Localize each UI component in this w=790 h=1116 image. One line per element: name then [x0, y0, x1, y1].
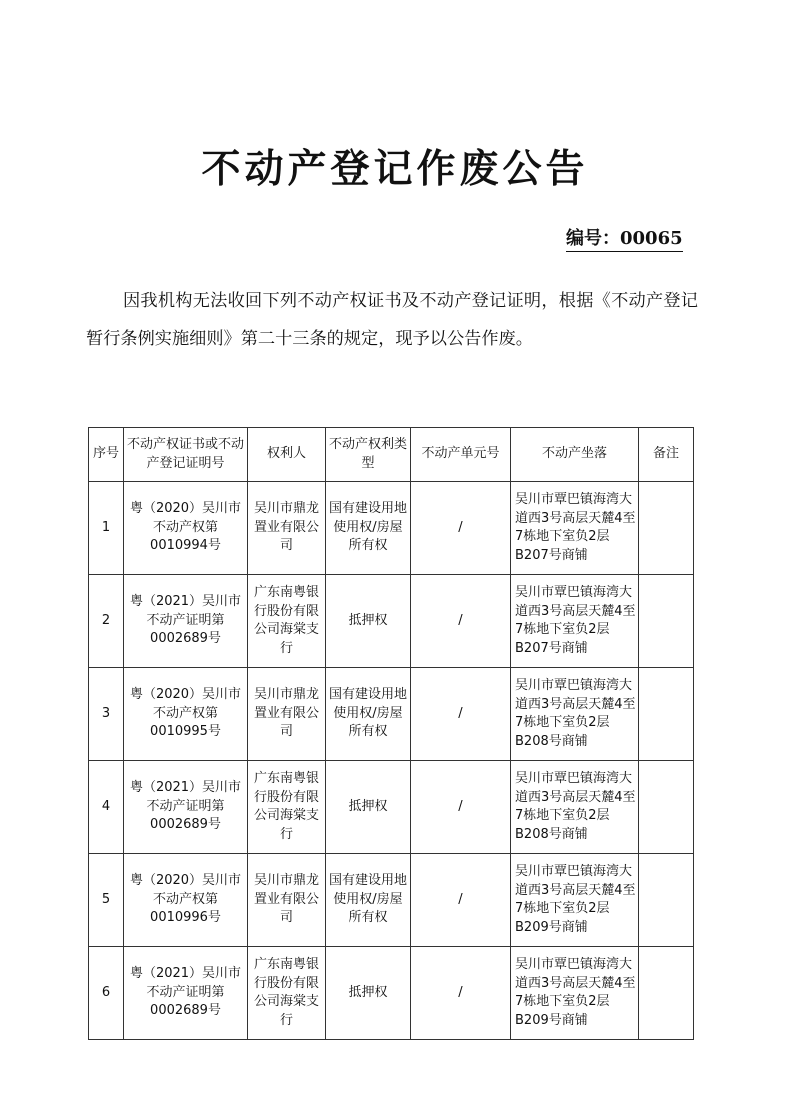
cell-location: 吴川市覃巴镇海湾大道西3号高层天麓4至7栋地下室负2层B209号商铺	[511, 854, 639, 947]
cell-remark	[639, 947, 694, 1040]
cell-no: 5	[89, 854, 124, 947]
cell-right-type: 国有建设用地使用权/房屋所有权	[326, 668, 411, 761]
cell-no: 6	[89, 947, 124, 1040]
table-row	[89, 947, 694, 1040]
cell-cert: 粤（2020）吴川市不动产权第0010995号	[124, 668, 248, 761]
cell-remark	[639, 854, 694, 947]
cell-no: 2	[89, 575, 124, 668]
cell-right-type: 抵押权	[326, 761, 411, 854]
cell-cert: 粤（2021）吴川市不动产证明第0002689号	[124, 575, 248, 668]
header-remark: 备注	[639, 428, 694, 482]
cell-remark	[639, 668, 694, 761]
cell-remark	[639, 482, 694, 575]
cell-no: 4	[89, 761, 124, 854]
cell-location: 吴川市覃巴镇海湾大道西3号高层天麓4至7栋地下室负2层B208号商铺	[511, 668, 639, 761]
table-row	[89, 482, 694, 575]
table-row	[89, 854, 694, 947]
cell-holder: 吴川市鼎龙置业有限公司	[248, 482, 326, 575]
cell-location: 吴川市覃巴镇海湾大道西3号高层天麓4至7栋地下室负2层B207号商铺	[511, 482, 639, 575]
cell-right-type: 国有建设用地使用权/房屋所有权	[326, 854, 411, 947]
cell-right-type: 抵押权	[326, 947, 411, 1040]
document-number: 编号：00065	[566, 224, 683, 252]
header-location: 不动产坐落	[511, 428, 639, 482]
cell-remark	[639, 575, 694, 668]
table-row	[89, 668, 694, 761]
cell-unit-no: /	[411, 947, 511, 1040]
cell-unit-no: /	[411, 854, 511, 947]
header-right-type: 不动产权利类型	[326, 428, 411, 482]
cell-no: 1	[89, 482, 124, 575]
document-title: 不动产登记作废公告	[201, 146, 589, 192]
cell-cert: 粤（2021）吴川市不动产证明第0002689号	[124, 761, 248, 854]
header-no: 序号	[89, 428, 124, 482]
table-row	[89, 761, 694, 854]
cell-holder: 吴川市鼎龙置业有限公司	[248, 668, 326, 761]
cell-unit-no: /	[411, 668, 511, 761]
table-row	[89, 575, 694, 668]
cell-right-type: 抵押权	[326, 575, 411, 668]
cell-location: 吴川市覃巴镇海湾大道西3号高层天麓4至7栋地下室负2层B207号商铺	[511, 575, 639, 668]
cell-unit-no: /	[411, 575, 511, 668]
cell-holder: 广东南粤银行股份有限公司海棠支行	[248, 761, 326, 854]
cell-unit-no: /	[411, 482, 511, 575]
header-unit-no: 不动产单元号	[411, 428, 511, 482]
cell-cert: 粤（2020）吴川市不动产权第0010994号	[124, 482, 248, 575]
cell-location: 吴川市覃巴镇海湾大道西3号高层天麓4至7栋地下室负2层B209号商铺	[511, 947, 639, 1040]
cell-holder: 广东南粤银行股份有限公司海棠支行	[248, 575, 326, 668]
cell-holder: 吴川市鼎龙置业有限公司	[248, 854, 326, 947]
cell-no: 3	[89, 668, 124, 761]
header-holder: 权利人	[248, 428, 326, 482]
cell-cert: 粤（2020）吴川市不动产权第0010996号	[124, 854, 248, 947]
table-header-row	[89, 428, 694, 482]
cell-unit-no: /	[411, 761, 511, 854]
cell-right-type: 国有建设用地使用权/房屋所有权	[326, 482, 411, 575]
cell-holder: 广东南粤银行股份有限公司海棠支行	[248, 947, 326, 1040]
notice-paragraph: 因我机构无法收回下列不动产权证书及不动产登记证明，根据《不动产登记暂行条例实施细则》第二十三条的规定，现予以公告作废。	[86, 291, 698, 349]
cell-location: 吴川市覃巴镇海湾大道西3号高层天麓4至7栋地下室负2层B208号商铺	[511, 761, 639, 854]
cell-cert: 粤（2021）吴川市不动产证明第0002689号	[124, 947, 248, 1040]
void-records-table	[88, 427, 694, 1040]
cell-remark	[639, 761, 694, 854]
header-cert: 不动产权证书或不动产登记证明号	[124, 428, 248, 482]
